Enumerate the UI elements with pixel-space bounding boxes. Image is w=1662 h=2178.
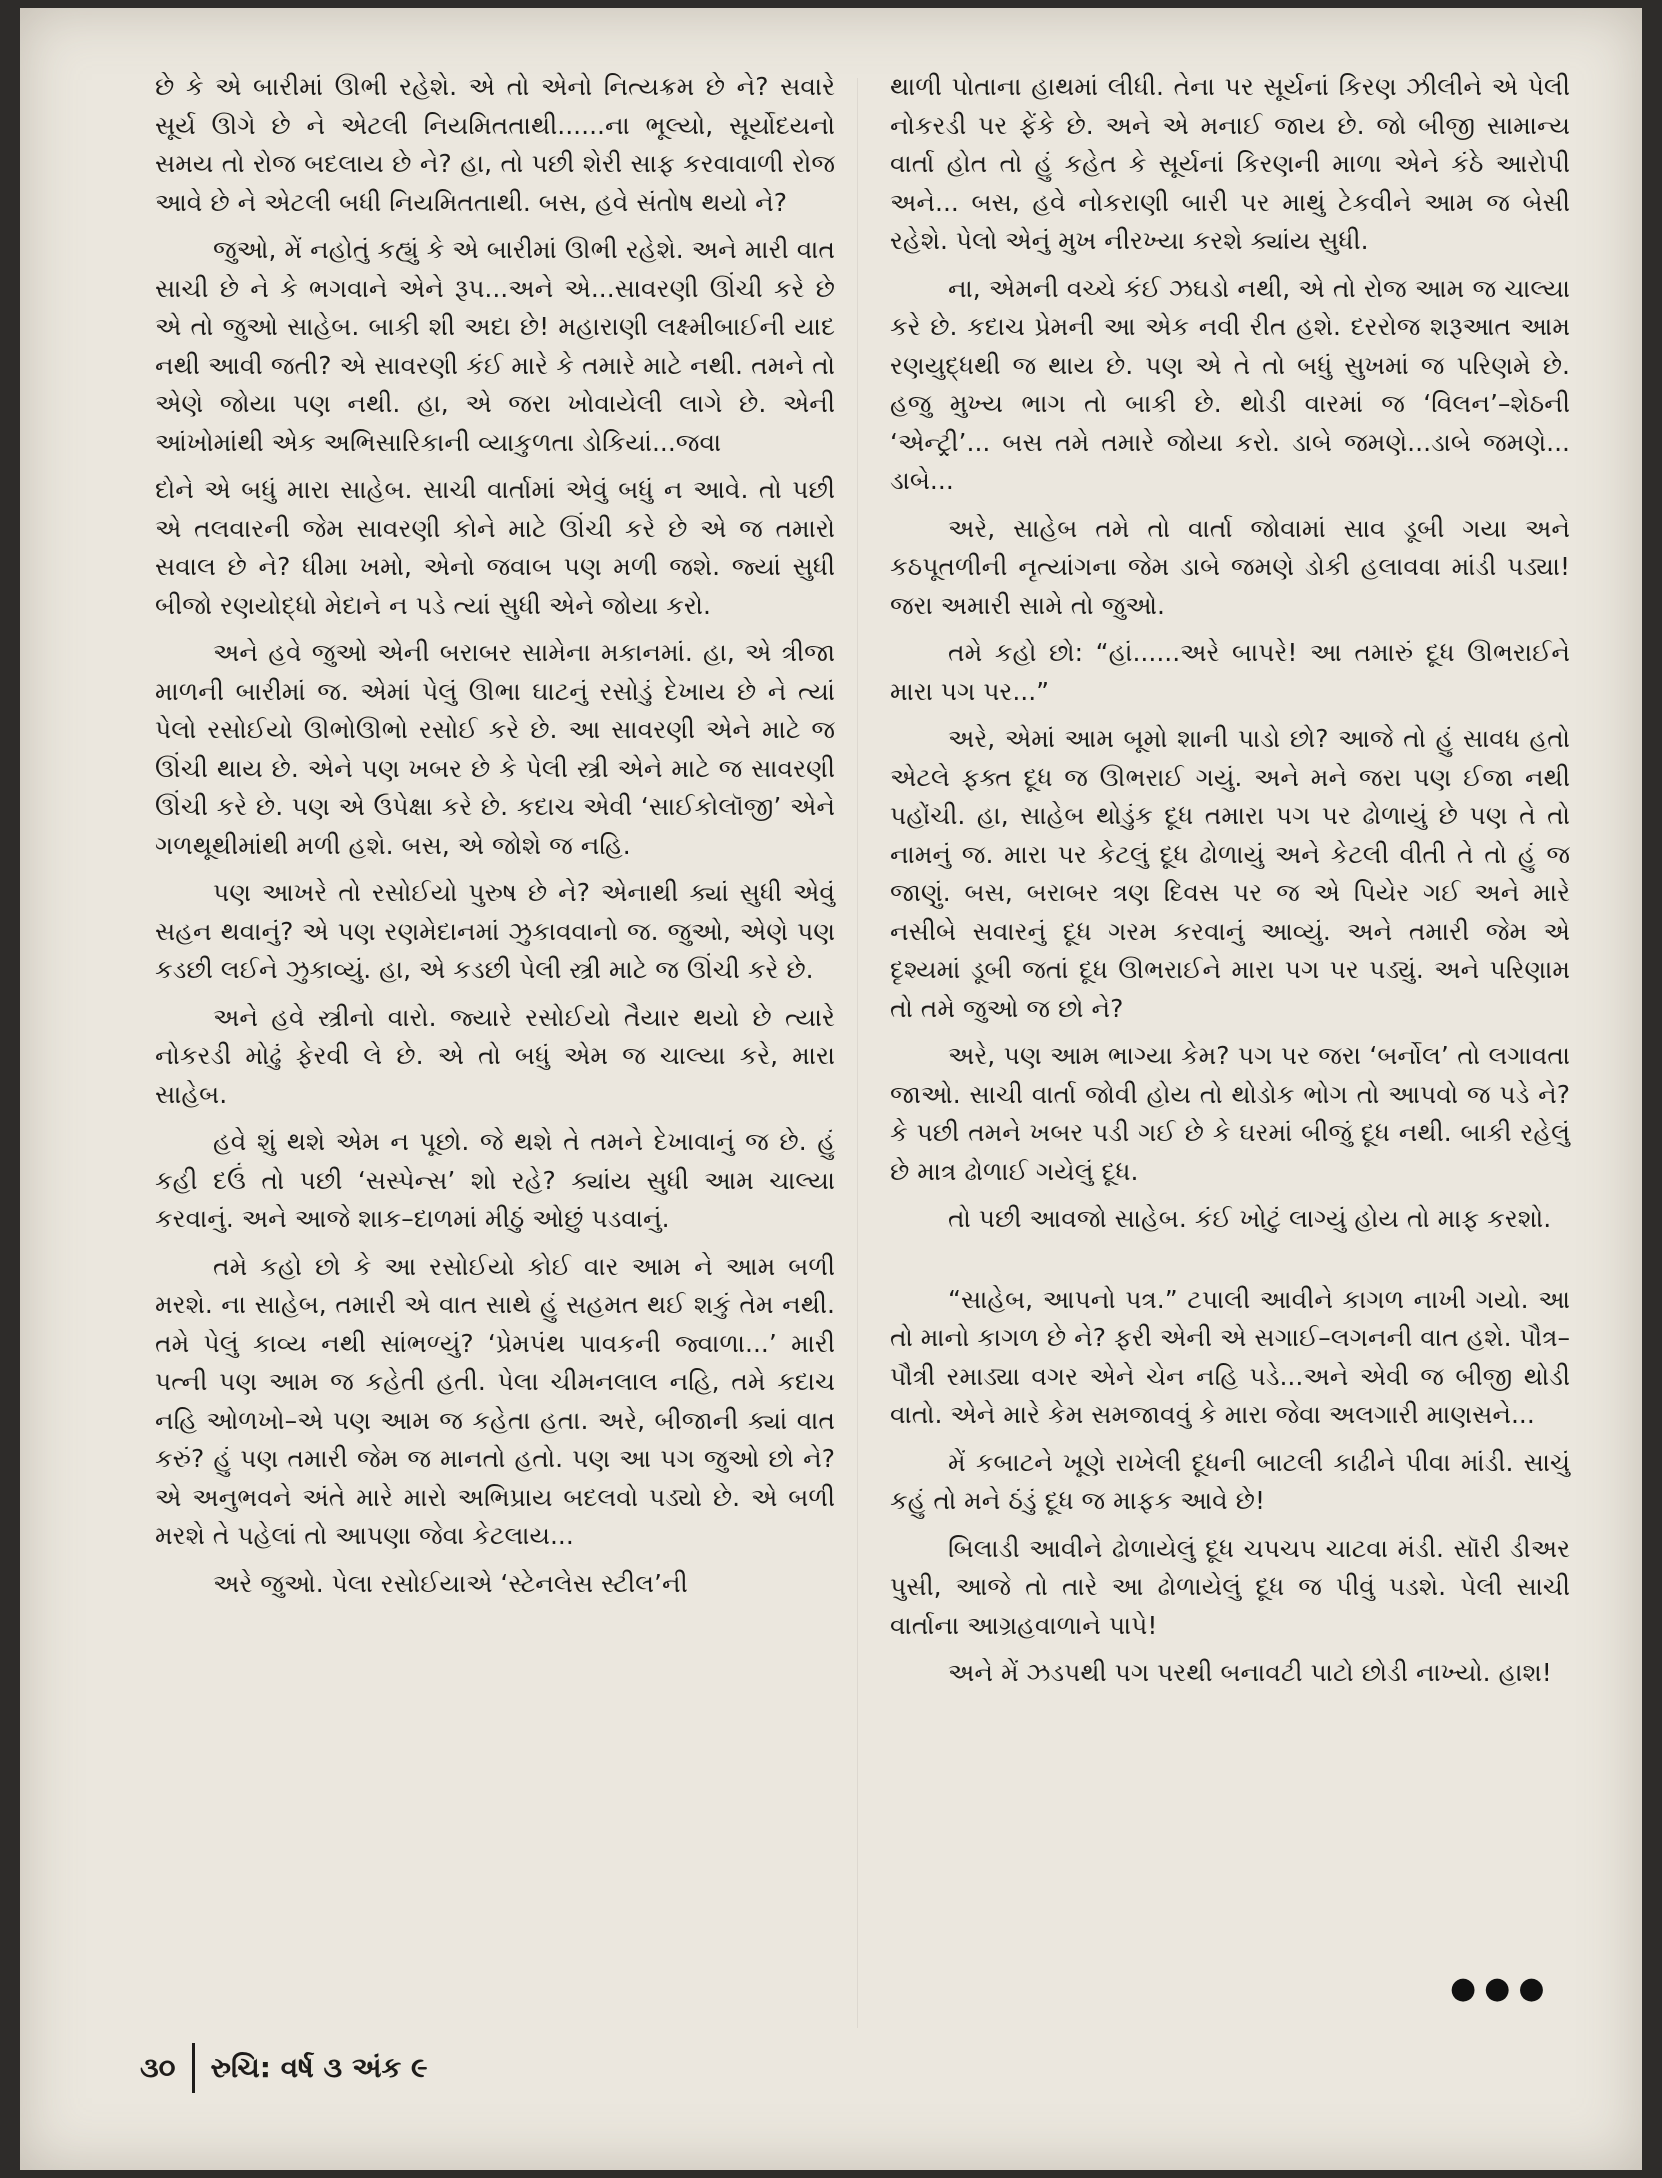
paragraph: ના, એમની વચ્ચે કંઈ ઝઘડો નથી, એ તો રોજ આમ જ ચાલ્યા કરે છે. કદાચ પ્રેમની આ એક નવી રીત હશે. દરરોજ શરૂઆત આમ રણયુદ્ધથી જ થાય છે. પણ એ તે તો બધું સુખમાં જ પરિણમે છે. હજુ મુખ્ય ભાગ તો બાકી છે. થોડી વારમાં જ ‘વિલન’–શેઠની ‘એન્ટ્રી’... બસ તમે તમારે જોયા કરો. ડાબે જમણે...ડાબે જમણે... ડાબે... [890,273,1570,495]
footer-divider [192,2043,195,2093]
paragraph: પણ આખરે તો રસોઈયો પુરુષ છે ને? એનાથી ક્યાં સુધી એવું સહન થવાનું? એ પણ રણમેદાનમાં ઝુકાવવાનો જ. જુઓ, એણે પણ કડછી લઈને ઝુકાવ્યું. હા, એ કડછી પેલી સ્ત્રી માટે જ ઊંચી કરે છે. [155,878,835,984]
page-number: ૩૦ [140,2051,176,2084]
paragraph: દોને એ બધું મારા સાહેબ. સાચી વાર્તામાં એવું બધું ન આવે. તો પછી એ તલવારની જેમ સાવરણી કોને માટે ઊંચી કરે છે એ જ તમારો સવાલ છે ને? ધીમા ખમો, એનો જવાબ પણ મળી જશે. જ્યાં સુધી બીજો રણયોદ્ધો મેદાને ન પડે ત્યાં સુધી એને જોયા કરો. [155,475,835,620]
paragraph: છે કે એ બારીમાં ઊભી રહેશે. એ તો એનો નિત્યક્રમ છે ને? સવારે સૂર્ય ઊગે છે ને એટલી નિયમિતતાથી......ના ભૂલ્યો, સૂર્યોદયનો સમય તો રોજ બદલાય છે ને? હા, તો પછી શેરી સાફ કરવાવાળી રોજ આવે છે ને એટલી બધી નિયમિતતાથી. બસ, હવે સંતોષ થયો ને? [155,72,835,217]
paragraph: તો પછી આવજો સાહેબ. કંઈ ખોટું લાગ્યું હોય તો માફ કરશો. [948,1204,1552,1233]
right-column [890,68,1570,1702]
paragraph: અને મેં ઝડપથી પગ પરથી બનાવટી પાટો છોડી નાખ્યો. હાશ! [948,1658,1552,1687]
paragraph: હવે શું થશે એમ ન પૂછો. જે થશે તે તમને દેખાવાનું જ છે. હું કહી દઉં તો પછી ‘સસ્પેન્સ’ શો રહે? ક્યાંય સુધી આમ ચાલ્યા કરવાનું. અને આજે શાક–દાળમાં મીઠું ઓછું પડવાનું. [155,1127,835,1233]
left-column [155,68,835,1612]
paragraph: અરે, એમાં આમ બૂમો શાની પાડો છો? આજે તો હું સાવધ હતો એટલે ફક્ત દૂધ જ ઊભરાઈ ગયું. અને મને જરા પણ ઈજા નથી પહોંચી. હા, સાહેબ થોડુંક દૂધ તમારા પગ પર ઢોળાયું છે પણ તે તો નામનું જ. મારા પર કેટલું દૂધ ઢોળાયું અને કેટલી વીતી તે તો હું જ જાણું. બસ, બરાબર ત્રણ દિવસ પર જ એ પિયેર ગઈ અને મારે નસીબે સવારનું દૂધ ગરમ કરવાનું આવ્યું. અને તમારી જેમ એ દૃશ્યમાં ડૂબી જતાં દૂધ ઊભરાઈને મારા પગ પર પડ્યું. અને પરિણામ તો તમે જુઓ જ છો ને? [890,724,1570,1023]
paragraph: તમે કહો છો કે આ રસોઈયો કોઈ વાર આમ ને આમ બળી મરશે. ના સાહેબ, તમારી એ વાત સાથે હું સહમત થઈ શકું તેમ નથી. તમે પેલું કાવ્ય નથી સાંભળ્યું? ‘પ્રેમપંથ પાવકની જ્વાળા...’ મારી પત્ની પણ આમ જ કહેતી હતી. પેલા ચીમનલાલ નહિ, તમે કદાચ નહિ ઓળખો–એ પણ આમ જ કહેતા હતા. અરે, બીજાની ક્યાં વાત કરું? હું પણ તમારી જેમ જ માનતો હતો. પણ આ પગ જુઓ છો ને? એ અનુભવને અંતે મારે મારો અભિપ્રાય બદલવો પડ્યો છે. એ બળી મરશે તે પહેલાં તો આપણા જેવા કેટલાય... [155,1251,835,1550]
paragraph: મેં કબાટને ખૂણે રાખેલી દૂધની બાટલી કાઢીને પીવા માંડી. સાચું કહું તો મને ઠંડું દૂધ જ માફક આવે છે! [890,1447,1570,1515]
paragraph: અરે જુઓ. પેલા રસોઈયાએ ‘સ્ટેનલેસ સ્ટીલ’ની [213,1568,688,1598]
paragraph: અરે, પણ આમ ભાગ્યા કેમ? પગ પર જરા ‘બર્નોલ’ તો લગાવતા જાઓ. સાચી વાર્તા જોવી હોય તો થોડોક ભોગ તો આપવો જ પડે ને? કે પછી તમને ખબર પડી ગઈ છે કે ઘરમાં બીજું દૂધ નથી. બાકી રહેલું છે માત્ર ઢોળાઈ ગયેલું દૂધ. [890,1041,1570,1186]
paragraph: અને હવે સ્ત્રીનો વારો. જ્યારે રસોઈયો તૈયાર થયો છે ત્યારે નોકરડી મોઢું ફેરવી લે છે. એ તો બધું એમ જ ચાલ્યા કરે, મારા સાહેબ. [155,1002,835,1109]
magazine-page [20,8,1642,2170]
magazine-issue: રુચિ: વર્ષ ૩ અંક ૯ [210,2051,428,2084]
column-gutter [857,78,858,2028]
paragraph: થાળી પોતાના હાથમાં લીધી. તેના પર સૂર્યનાં કિરણ ઝીલીને એ પેલી નોકરડી પર ફેંકે છે. અને એ મનાઈ જાય છે. જો બીજી સામાન્ય વાર્તા હોત તો હું કહેત કે સૂર્યનાં કિરણની માળા એને કંઠે આરોપી અને... બસ, હવે નોકરાણી બારી પર માથું ટેકવીને આમ જ બેસી રહેશે. પેલો એનું મુખ નીરખ્યા કરશે ક્યાંય સુધી. [890,72,1570,255]
paragraph: અરે, સાહેબ તમે તો વાર્તા જોવામાં સાવ ડૂબી ગયા અને કઠપૂતળીની નૃત્યાંગના જેમ ડાબે જમણે ડોકી હલાવવા માંડી પડ્યા! જરા અમારી સામે તો જુઓ. [890,513,1570,620]
page-footer [140,2038,428,2098]
paragraph: બિલાડી આવીને ઢોળાયેલું દૂધ ચપચપ ચાટવા મંડી. સૉરી ડીઅર પુસી, આજે તો તારે આ ઢોળાયેલું દૂધ જ પીવું પડશે. પેલી સાચી વાર્તાના આગ્રહવાળાને પાપે! [890,1533,1570,1640]
paragraph: તમે કહો છો: “હાં......અરે બાપરે! આ તમારું દૂધ ઊભરાઈને મારા પગ પર...” [890,638,1570,706]
paragraph: અને હવે જુઓ એની બરાબર સામેના મકાનમાં. હા, એ ત્રીજા માળની બારીમાં જ. એમાં પેલું ઊભા ઘાટનું રસોડું દેખાય છે ને ત્યાં પેલો રસોઈયો ઊભોઊભો રસોઈ કરે છે. આ સાવરણી એને માટે જ ઊંચી થાય છે. એને પણ ખબર છે કે પેલી સ્ત્રી એને માટે જ સાવરણી ઊંચી કરે છે. પણ એ ઉપેક્ષા કરે છે. કદાચ એવી ‘સાઈકોલૉજી’ એને ગળથૂથીમાંથી મળી હશે. બસ, એ જોશે જ નહિ. [155,638,835,860]
paragraph: “સાહેબ, આપનો પત્ર.” ટપાલી આવીને કાગળ નાખી ગયો. આ તો માનો કાગળ છે ને? ફરી એની એ સગાઈ–લગનની વાત હશે. પૌત્ર–પૌત્રી રમાડ્યા વગર એને ચેન નહિ પડે...અને એવી જ બીજી થોડી વાતો. એને મારે કેમ સમજાવવું કે મારા જેવા અલગારી માણસને... [890,1284,1570,1429]
end-mark: ●●● [1450,1971,1553,2006]
paragraph: જુઓ, મેં નહોતું કહ્યું કે એ બારીમાં ઊભી રહેશે. અને મારી વાત સાચી છે ને કે ભગવાને એને રૂપ...અને એ...સાવરણી ઊંચી કરે છે એ તો જુઓ સાહેબ. બાકી શી અદા છે! મહારાણી લક્ષ્મીબાઈની યાદ નથી આવી જતી? એ સાવરણી કંઈ મારે કે તમારે માટે નથી. તમને તો એણે જોયા પણ નથી. હા, એ જરા ખોવાયેલી લાગે છે. એની આંખોમાંથી એક અભિસારિકાની વ્યાકુળતા ડોકિયાં...જવા [155,235,835,457]
